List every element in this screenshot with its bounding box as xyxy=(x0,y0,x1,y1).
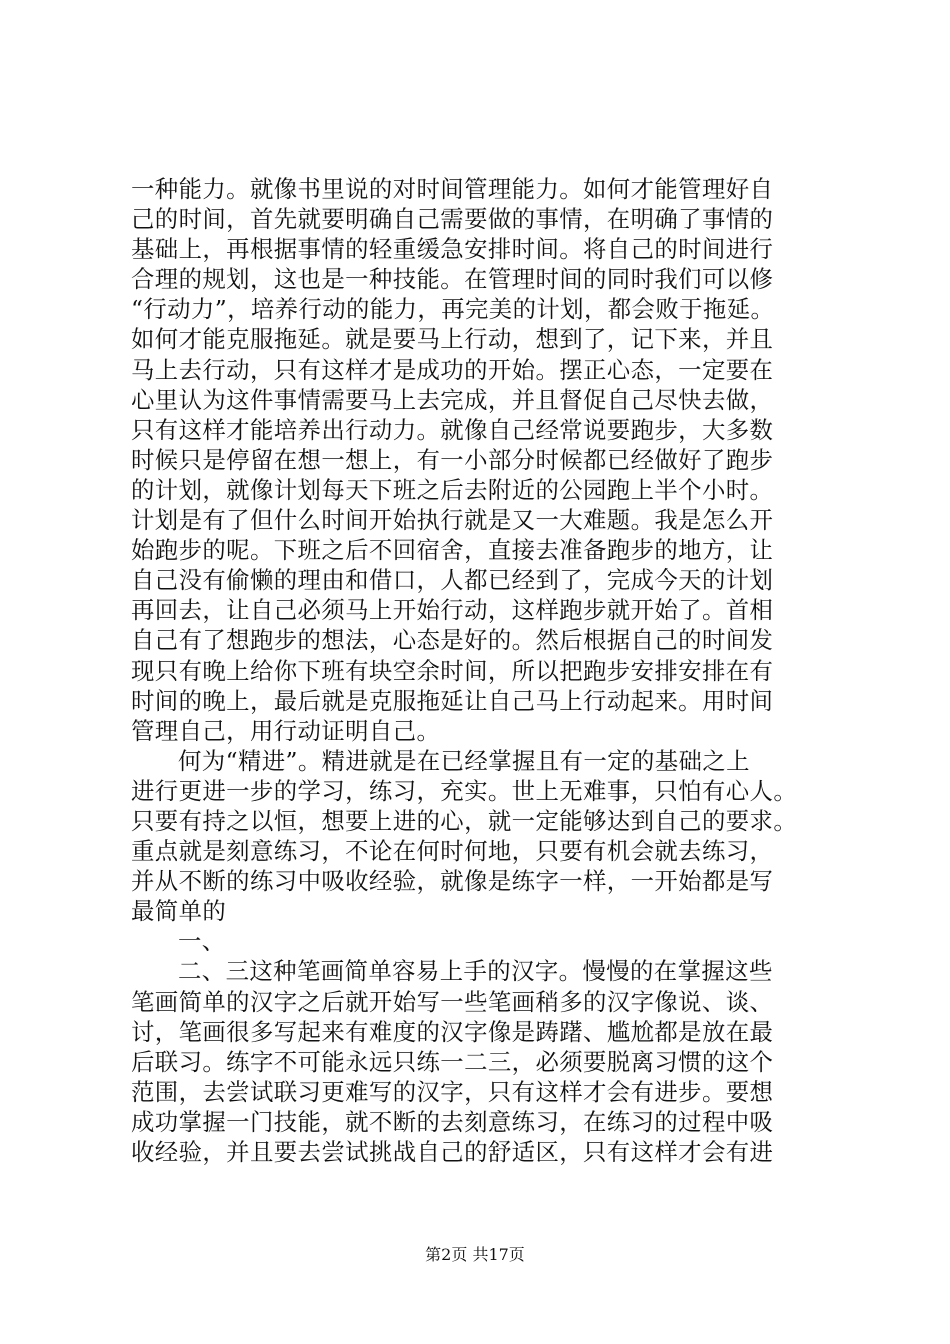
text-line: 何为“精进”。精进就是在已经掌握且有一定的基础之上 xyxy=(178,746,750,775)
text-line: 时候只是停留在想一想上，有一小部分时候都已经做好了跑步 xyxy=(131,445,774,474)
text-line: 计划是有了但什么时间开始执行就是又一大难题。我是怎么开 xyxy=(131,506,774,535)
text-line: 收经验，并且要去尝试挑战自己的舒适区，只有这样才会有进 xyxy=(131,1138,774,1166)
text-line: “行动力”，培养行动的能力，再完美的计划，都会败于拖延。 xyxy=(131,295,775,324)
text-line: 自己有了想跑步的想法，心态是好的。然后根据自己的时间发 xyxy=(131,626,774,655)
text-line: 再回去，让自己必须马上开始行动，这样跑步就开始了。首相 xyxy=(131,596,774,625)
text-line: 时间的晚上，最后就是克服拖延让自己马上行动起来。用时间 xyxy=(131,686,774,715)
text-line: 的计划，就像计划每天下班之后去附近的公园跑上半个小时。 xyxy=(131,475,774,504)
text-line: 合理的规划，这也是一种技能。在管理时间的同时我们可以修 xyxy=(131,265,774,294)
text-line: 现只有晚上给你下班有块空余时间，所以把跑步安排安排在有 xyxy=(131,656,774,685)
text-line: 管理自己，用行动证明自己。 xyxy=(131,716,441,745)
text-line: 马上去行动，只有这样才是成功的开始。摆正心态，一定要在 xyxy=(131,355,774,384)
text-line: 只有这样才能培养出行动力。就像自己经常说要跑步，大多数 xyxy=(131,415,774,444)
text-line: 范围，去尝试联习更难写的汉字，只有这样才会有进步。要想 xyxy=(131,1077,774,1106)
text-line: 心里认为这件事情需要马上去完成，并且督促自己尽快去做， xyxy=(131,385,774,414)
text-line: 最简单的 xyxy=(131,897,227,926)
text-line: 后联习。练字不可能永远只练一二三，必须要脱离习惯的这个 xyxy=(131,1047,774,1076)
text-line: 只要有持之以恒，想要上进的心，就一定能够达到自己的要求。 xyxy=(131,806,798,835)
text-line: 成功掌握一门技能，就不断的去刻意练习，在练习的过程中吸 xyxy=(131,1107,774,1136)
text-line: 并从不断的练习中吸收经验，就像是练字一样，一开始都是写 xyxy=(131,867,774,896)
text-line: 一种能力。就像书里说的对时间管理能力。如何才能管理好自 xyxy=(131,175,774,203)
text-line: 自己没有偷懒的理由和借口，人都已经到了，完成今天的计划 xyxy=(131,566,774,595)
text-line: 如何才能克服拖延。就是要马上行动，想到了，记下来，并且 xyxy=(131,325,774,354)
page-footer: 第2页 共17页 xyxy=(425,1245,525,1264)
text-line: 进行更进一步的学习，练习，充实。世上无难事，只怕有心人。 xyxy=(131,776,798,805)
text-line: 一、 xyxy=(178,927,226,956)
text-line: 二、三这种笔画简单容易上手的汉字。慢慢的在掌握这些 xyxy=(178,957,773,986)
text-line: 基础上，再根据事情的轻重缓急安排时间。将自己的时间进行 xyxy=(131,235,774,264)
text-line: 讨，笔画很多写起来有难度的汉字像是踌躇、尴尬都是放在最 xyxy=(131,1017,774,1046)
document-body xyxy=(131,174,841,1167)
text-line: 笔画简单的汉字之后就开始写一些笔画稍多的汉字像说、谈、 xyxy=(131,987,774,1016)
text-line: 始跑步的呢。下班之后不回宿舍，直接去准备跑步的地方，让 xyxy=(131,536,774,565)
text-line: 重点就是刻意练习，不论在何时何地，只要有机会就去练习， xyxy=(131,837,774,866)
text-line: 己的时间，首先就要明确自己需要做的事情，在明确了事情的 xyxy=(131,205,774,234)
